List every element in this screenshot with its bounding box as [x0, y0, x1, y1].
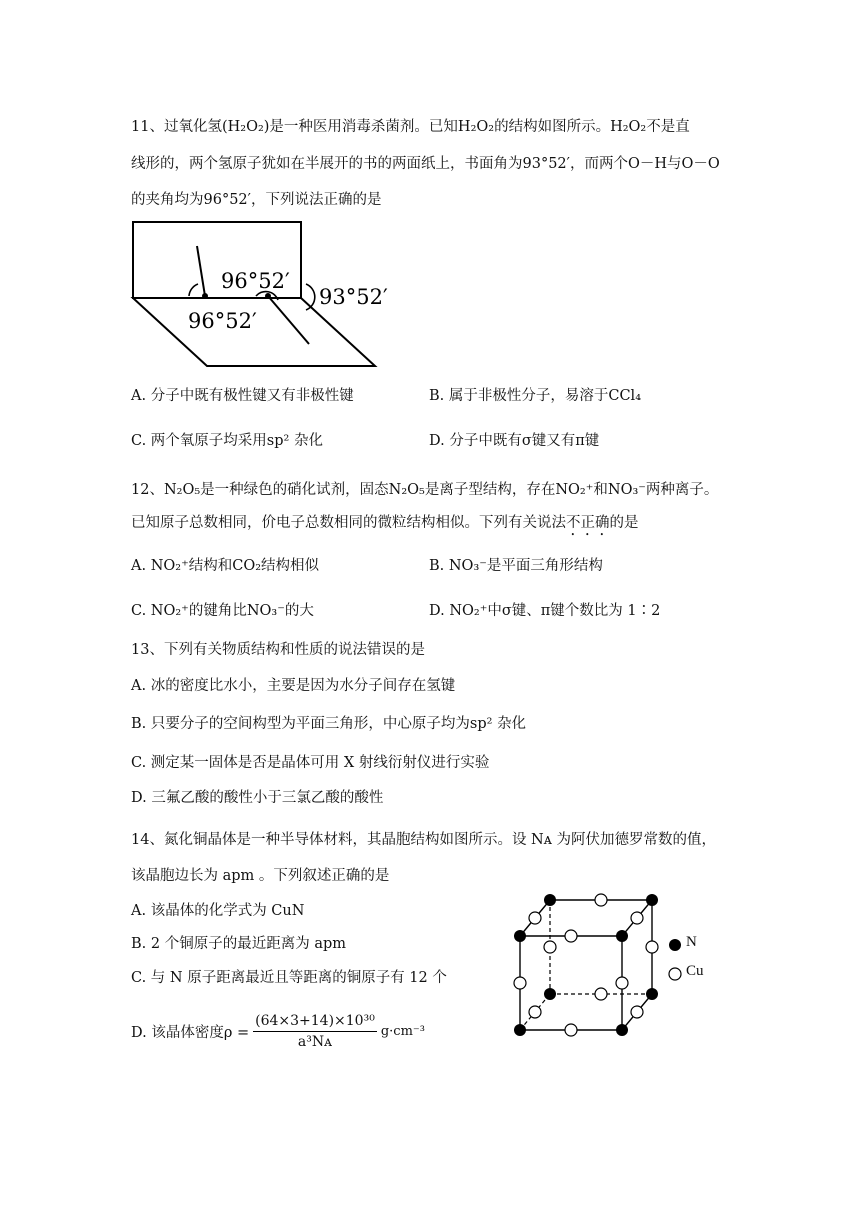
q14-line2: 该晶胞边长为 apm 。下列叙述正确的是	[131, 868, 390, 884]
q13-line1: 13、下列有关物质结构和性质的说法错误的是	[131, 642, 425, 658]
cu-atom	[595, 894, 607, 906]
legend-n-marker	[668, 938, 682, 952]
q14-option-c: C. 与 N 原子距离最近且等距离的铜原子有 12 个	[131, 970, 447, 986]
n-atom	[616, 1024, 628, 1036]
angle-label-upper: 96°52′	[221, 269, 290, 293]
cu-atom	[565, 930, 577, 942]
q12-line2-after: 的是	[609, 515, 639, 531]
angle-arc-upper	[189, 284, 198, 296]
q11-line1: 11、过氧化氢(H₂O₂)是一种医用消毒杀菌剂。已知H₂O₂的结构如图所示。H₂O₂不是直	[131, 119, 690, 135]
q12-line2	[131, 512, 639, 539]
q11-option-c: C. 两个氧原子均采用sp² 杂化	[131, 433, 323, 449]
q11-option-b: B. 属于非极性分子，易溶于CCl₄	[429, 388, 642, 404]
q12-option-b: B. NO₃⁻是平面三角形结构	[429, 558, 603, 574]
cu-atom	[565, 1024, 577, 1036]
legend-cu-marker	[668, 967, 682, 981]
q13-option-a: A. 冰的密度比水小，主要是因为水分子间存在氢键	[131, 678, 456, 694]
cu-atom	[616, 977, 628, 989]
n-atom	[544, 988, 556, 1000]
cu-atom	[544, 941, 556, 953]
q12-option-d: D. NO₂⁺中σ键、π键个数比为 1∶2	[429, 603, 661, 619]
q14-option-d	[131, 1005, 425, 1057]
cu-atom	[529, 912, 541, 924]
angle-label-lower: 96°52′	[188, 309, 257, 333]
n-atom	[514, 1024, 526, 1036]
q12-line1: 12、N₂O₅是一种绿色的硝化试剂，固态N₂O₅是离子型结构，存在NO₂⁺和NO₃⁻两种离子。	[131, 482, 719, 498]
n-atom	[646, 894, 658, 906]
cu-atom	[529, 1006, 541, 1018]
q14-option-b: B. 2 个铜原子的最近距离为 apm	[131, 936, 346, 952]
cu3n-unit-cell-figure	[510, 890, 670, 1040]
q13-option-d: D. 三氟乙酸的酸性小于三氯乙酸的酸性	[131, 790, 384, 806]
n-atom	[514, 930, 526, 942]
h2o2-structure-figure	[125, 218, 390, 370]
q14-line1: 14、氮化铜晶体是一种半导体材料，其晶胞结构如图所示。设 Nᴀ 为阿伏加德罗常数的值，	[131, 832, 717, 848]
angle-label-dihedral: 93°52′	[319, 285, 388, 309]
q14-option-a: A. 该晶体的化学式为 CuN	[131, 903, 305, 919]
q12-line2-emphasis: 不正确	[566, 515, 610, 531]
q11-option-a: A. 分子中既有极性键又有非极性键	[131, 388, 354, 404]
n-atom	[616, 930, 628, 942]
legend-cu-label: Cu	[686, 963, 704, 979]
legend-n-label: N	[686, 934, 697, 950]
cu-atom	[514, 977, 526, 989]
density-fraction	[253, 1013, 377, 1050]
q12-option-c: C. NO₂⁺的键角比NO₃⁻的大	[131, 603, 314, 619]
oxygen-atom-left	[202, 293, 208, 299]
cu-atom	[595, 988, 607, 1000]
density-numerator: (64×3+14)×10³⁰	[255, 1012, 375, 1029]
n-atom	[544, 894, 556, 906]
q14-option-d-prefix: D. 该晶体密度ρ =	[131, 1024, 250, 1041]
cu-atom	[631, 912, 643, 924]
cu-atom	[646, 941, 658, 953]
q12-line2-before: 已知原子总数相同，价电子总数相同的微粒结构相似。下列有关说法	[131, 515, 566, 531]
lower-oh-bond	[268, 296, 309, 344]
q13-option-c: C. 测定某一固体是否是晶体可用 X 射线衍射仪进行实验	[131, 755, 490, 771]
q11-line2: 线形的，两个氢原子犹如在半展开的书的两面纸上，书面角为93°52′，而两个O－H与O－O	[131, 156, 720, 172]
q11-line3: 的夹角均为96°52′，下列说法正确的是	[131, 192, 382, 208]
q11-option-d: D. 分子中既有σ键又有π键	[429, 433, 600, 449]
q13-option-b: B. 只要分子的空间构型为平面三角形，中心原子均为sp² 杂化	[131, 716, 527, 732]
cu-atom	[631, 1006, 643, 1018]
n-atom	[646, 988, 658, 1000]
q12-option-a: A. NO₂⁺结构和CO₂结构相似	[131, 558, 320, 574]
density-unit: g·cm⁻³	[380, 1023, 425, 1039]
density-denominator: a³Nᴀ	[297, 1033, 333, 1050]
upper-oh-bond	[197, 246, 205, 296]
